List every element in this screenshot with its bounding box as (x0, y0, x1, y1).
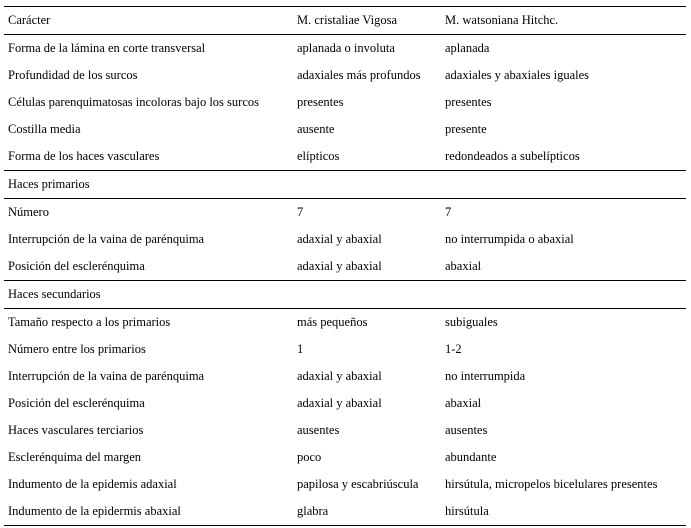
row-value-b: abaxial (445, 259, 482, 273)
row-value-a: adaxial y abaxial (297, 232, 382, 246)
row-value-b: abundante (445, 450, 497, 464)
row-character: Costilla media (8, 122, 81, 136)
row-value-b: hirsútula (445, 504, 489, 518)
header-character: Carácter (8, 13, 51, 27)
row-character: Forma de la lámina en corte transversal (8, 41, 206, 55)
row-value-a: ausente (297, 122, 335, 136)
row-character: Interrupción de la vaina de parénquima (8, 369, 205, 383)
section-row-secondary-bundles (4, 281, 686, 309)
row-value-a: presentes (297, 95, 344, 109)
row-value-a: más pequeños (297, 315, 368, 329)
table-header-row (4, 6, 686, 35)
table-row (4, 498, 686, 526)
row-character: Número entre los primarios (8, 342, 146, 356)
row-value-b: adaxiales y abaxiales iguales (445, 68, 590, 82)
row-value-b: presente (445, 122, 487, 136)
row-value-b: 1-2 (445, 342, 462, 356)
row-character: Número (8, 205, 49, 219)
row-value-b: redondeados a subelípticos (445, 149, 580, 163)
row-character: Indumento de la epidermis abaxial (8, 504, 181, 518)
row-value-a: 1 (297, 342, 304, 356)
row-character: Células parenquimatosas incoloras bajo los surcos (8, 95, 259, 109)
table-row (4, 143, 686, 171)
row-value-b: hirsútula, micropelos bicelulares presentes (445, 477, 658, 491)
row-character: Forma de los haces vasculares (8, 149, 160, 163)
header-species-a: M. cristaliae Vigosa (297, 13, 398, 27)
row-value-b: presentes (445, 95, 492, 109)
row-value-a: adaxial y abaxial (297, 259, 382, 273)
row-value-a: aplanada o involuta (297, 41, 395, 55)
row-value-a: adaxial y abaxial (297, 396, 382, 410)
row-character: Interrupción de la vaina de parénquima (8, 232, 205, 246)
row-character: Haces vasculares terciarios (8, 423, 144, 437)
table-row (4, 309, 686, 336)
row-value-b: ausentes (445, 423, 488, 437)
row-character: Tamaño respecto a los primarios (8, 315, 171, 329)
table-row (4, 363, 686, 390)
section-title: Haces primarios (8, 177, 90, 191)
row-value-b: abaxial (445, 396, 482, 410)
table-row (4, 444, 686, 471)
table-row (4, 253, 686, 281)
table-row (4, 390, 686, 417)
row-value-b: subiguales (445, 315, 498, 329)
table-row (4, 116, 686, 143)
section-title: Haces secundarios (8, 287, 101, 301)
row-value-b: no interrumpida o abaxial (445, 232, 574, 246)
row-value-a: elípticos (297, 149, 340, 163)
table-row (4, 471, 686, 498)
row-value-a: papilosa y escabriúscula (297, 477, 419, 491)
table-row (4, 336, 686, 363)
table-row (4, 89, 686, 116)
row-character: Profundidad de los surcos (8, 68, 138, 82)
table-row (4, 226, 686, 253)
row-character: Posición del esclerénquima (8, 396, 145, 410)
row-value-a: 7 (297, 205, 304, 219)
row-character: Indumento de la epidemis adaxial (8, 477, 177, 491)
row-value-b: 7 (445, 205, 452, 219)
row-value-a: adaxial y abaxial (297, 369, 382, 383)
comparison-table (4, 6, 686, 526)
row-character: Esclerénquima del margen (8, 450, 142, 464)
table-row (4, 35, 686, 62)
row-value-a: poco (297, 450, 322, 464)
header-species-b: M. watsoniana Hitchc. (445, 13, 559, 27)
row-character: Posición del esclerénquima (8, 259, 145, 273)
table-row (4, 417, 686, 444)
row-value-b: no interrumpida (445, 369, 526, 383)
table-row (4, 199, 686, 226)
row-value-a: adaxiales más profundos (297, 68, 421, 82)
row-value-a: glabra (297, 504, 329, 518)
table-row (4, 62, 686, 89)
row-value-a: ausentes (297, 423, 340, 437)
row-value-b: aplanada (445, 41, 490, 55)
section-row-primary-bundles (4, 171, 686, 199)
